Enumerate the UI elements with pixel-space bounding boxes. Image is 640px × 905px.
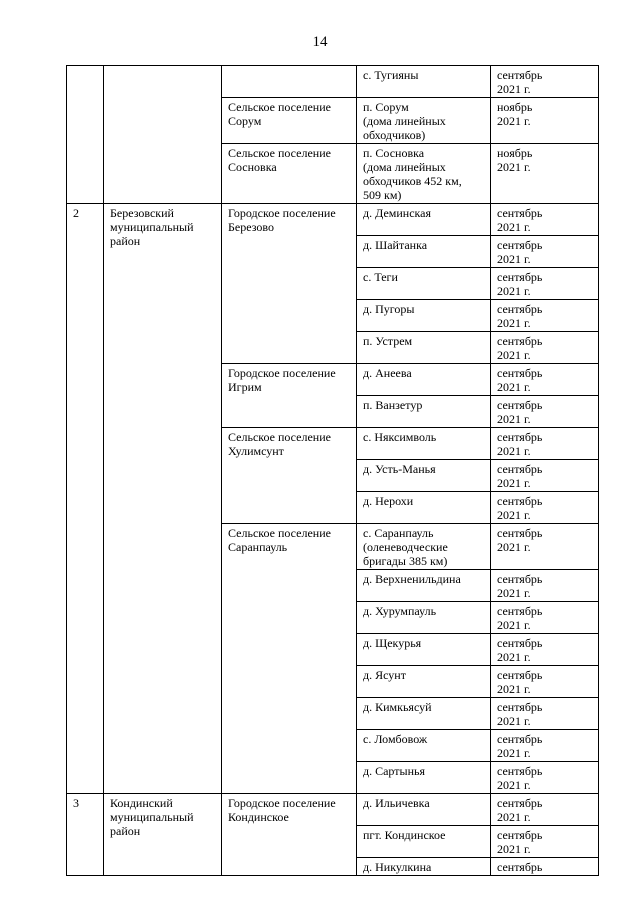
date-cell: сентябрь 2021 г. — [491, 570, 599, 602]
date-cell: сентябрь 2021 г. — [491, 236, 599, 268]
table-row — [67, 204, 599, 236]
settlements-table — [66, 65, 599, 876]
settlement-cell: Городское поселение Кондинское — [222, 794, 357, 876]
locality-cell: п. Устрем — [357, 332, 491, 364]
date-cell: сентябрь 2021 г. — [491, 794, 599, 826]
date-cell: сентябрь 2021 г. — [491, 634, 599, 666]
date-cell: сентябрь 2021 г. — [491, 300, 599, 332]
locality-cell: д. Анеева — [357, 364, 491, 396]
locality-cell: д. Нерохи — [357, 492, 491, 524]
date-cell: ноябрь 2021 г. — [491, 98, 599, 144]
locality-cell: с. Саранпауль (оленеводческие бригады 385 км) — [357, 524, 491, 570]
date-cell: сентябрь 2021 г. — [491, 602, 599, 634]
date-cell: сентябрь 2021 г. — [491, 698, 599, 730]
locality-cell: п. Сосновка (дома линейных обходчиков 452 км, 509 км) — [357, 144, 491, 204]
locality-cell: д. Ясунт — [357, 666, 491, 698]
settlement-cell: Сельское поселение Сосновка — [222, 144, 357, 204]
date-cell: сентябрь 2021 г. — [491, 460, 599, 492]
locality-cell: д. Шайтанка — [357, 236, 491, 268]
settlement-cell — [222, 66, 357, 98]
number-cell: 3 — [67, 794, 104, 876]
locality-cell: д. Сартынья — [357, 762, 491, 794]
locality-cell: с. Ломбовож — [357, 730, 491, 762]
locality-cell: п. Сорум (дома линейных обходчиков) — [357, 98, 491, 144]
date-cell: сентябрь 2021 г. — [491, 492, 599, 524]
table-row — [67, 794, 599, 826]
number-cell — [67, 66, 104, 204]
date-cell: сентябрь 2021 г. — [491, 428, 599, 460]
number-cell: 2 — [67, 204, 104, 794]
date-cell: сентябрь 2021 г. — [491, 66, 599, 98]
settlement-cell: Городское поселение Игрим — [222, 364, 357, 428]
locality-cell: д. Деминская — [357, 204, 491, 236]
date-cell: сентябрь 2021 г. — [491, 524, 599, 570]
locality-cell: с. Няксимволь — [357, 428, 491, 460]
district-cell — [104, 66, 222, 204]
locality-cell: пгт. Кондинское — [357, 826, 491, 858]
locality-cell: д. Пугоры — [357, 300, 491, 332]
date-cell: сентябрь 2021 г. — [491, 666, 599, 698]
date-cell: сентябрь 2021 г. — [491, 268, 599, 300]
table-row — [67, 66, 599, 98]
date-cell: сентябрь — [491, 858, 599, 876]
page-number: 14 — [312, 34, 328, 50]
date-cell: ноябрь 2021 г. — [491, 144, 599, 204]
locality-cell: д. Ильичевка — [357, 794, 491, 826]
date-cell: сентябрь 2021 г. — [491, 364, 599, 396]
locality-cell: д. Кимкьясуй — [357, 698, 491, 730]
district-cell: Кондинский муниципальный район — [104, 794, 222, 876]
date-cell: сентябрь 2021 г. — [491, 396, 599, 428]
district-cell: Березовский муниципальный район — [104, 204, 222, 794]
settlement-cell: Сельское поселение Хулимсунт — [222, 428, 357, 524]
settlement-cell: Городское поселение Березово — [222, 204, 357, 364]
settlement-cell: Сельское поселение Саранпауль — [222, 524, 357, 794]
date-cell: сентябрь 2021 г. — [491, 762, 599, 794]
locality-cell: д. Хурумпауль — [357, 602, 491, 634]
locality-cell: с. Теги — [357, 268, 491, 300]
locality-cell: с. Тугияны — [357, 66, 491, 98]
locality-cell: д. Усть-Манья — [357, 460, 491, 492]
date-cell: сентябрь 2021 г. — [491, 826, 599, 858]
date-cell: сентябрь 2021 г. — [491, 332, 599, 364]
locality-cell: д. Верхненильдина — [357, 570, 491, 602]
locality-cell: п. Ванзетур — [357, 396, 491, 428]
locality-cell: д. Щекурья — [357, 634, 491, 666]
date-cell: сентябрь 2021 г. — [491, 730, 599, 762]
settlement-cell: Сельское поселение Сорум — [222, 98, 357, 144]
locality-cell: д. Никулкина — [357, 858, 491, 876]
date-cell: сентябрь 2021 г. — [491, 204, 599, 236]
